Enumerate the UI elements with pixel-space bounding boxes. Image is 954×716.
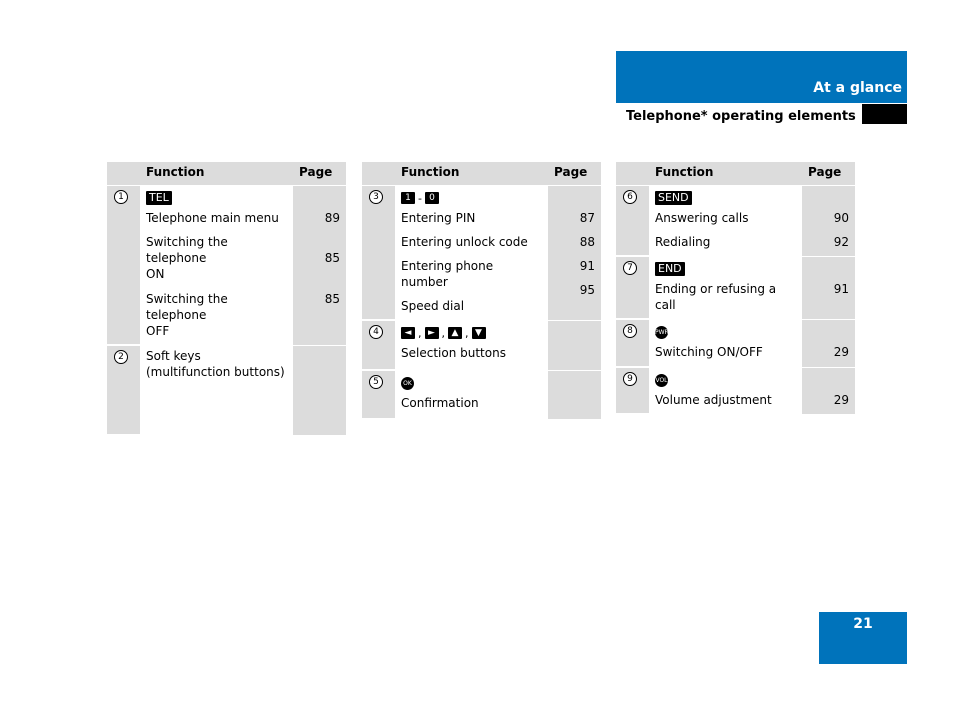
header-function: Function bbox=[395, 162, 548, 185]
function-label: Entering phone number bbox=[401, 259, 494, 289]
header-page: Page bbox=[293, 162, 346, 185]
end-key-icon: END bbox=[655, 262, 685, 276]
table-row: 4 ◄ , ► , ▲ , ▼ Selection buttons bbox=[362, 320, 601, 370]
key-0-icon: 0 bbox=[425, 192, 439, 204]
function-label: Answering calls bbox=[655, 211, 749, 225]
key-1-icon: 1 bbox=[401, 192, 415, 204]
page-ref: 90 bbox=[833, 211, 849, 225]
table-row bbox=[616, 185, 855, 256]
function-table-3 bbox=[616, 162, 855, 414]
page-ref: 29 bbox=[833, 393, 849, 407]
page-ref: 95 bbox=[579, 283, 595, 297]
function-label: Redialing bbox=[655, 235, 711, 249]
item-number-7: 7 bbox=[623, 261, 637, 275]
arrow-left-icon: ◄ bbox=[401, 327, 415, 339]
table-row bbox=[616, 367, 855, 414]
page-ref: 29 bbox=[833, 345, 849, 359]
section-title: At a glance bbox=[813, 80, 902, 96]
key-range-separator: - bbox=[418, 191, 422, 205]
item-number-6: 6 bbox=[623, 190, 637, 204]
table-row bbox=[362, 370, 601, 419]
function-label: Switching the telephone bbox=[146, 235, 228, 265]
header-function: Function bbox=[140, 162, 293, 185]
page-ref: 85 bbox=[324, 292, 340, 306]
item-number-2: 2 bbox=[114, 350, 128, 364]
function-label: Telephone main menu bbox=[146, 211, 279, 225]
function-table-1 bbox=[107, 162, 346, 435]
header-page: Page bbox=[548, 162, 601, 185]
volume-knob-icon: VOL bbox=[655, 374, 668, 387]
header-page: Page bbox=[802, 162, 855, 185]
function-label: Switching ON/OFF bbox=[655, 345, 763, 359]
page-ref: 91 bbox=[579, 259, 595, 273]
page-ref: 88 bbox=[579, 235, 595, 249]
table-row bbox=[616, 256, 855, 319]
function-label: Confirmation bbox=[401, 396, 479, 410]
ok-key-icon: OK bbox=[401, 377, 414, 390]
function-label: Entering unlock code bbox=[401, 235, 528, 249]
page-ref: 92 bbox=[833, 235, 849, 249]
item-number-1: 1 bbox=[114, 190, 128, 204]
page-ref: 87 bbox=[579, 211, 595, 225]
function-table-2 bbox=[362, 162, 601, 419]
send-key-icon: SEND bbox=[655, 191, 692, 205]
table-header bbox=[362, 162, 601, 185]
table-row bbox=[362, 185, 601, 320]
function-label: ON bbox=[146, 267, 165, 281]
page-ref: 89 bbox=[324, 211, 340, 225]
item-number-3: 3 bbox=[369, 190, 383, 204]
item-number-8: 8 bbox=[623, 324, 637, 338]
function-label: Soft keys bbox=[146, 349, 201, 363]
page-number-block bbox=[819, 612, 907, 664]
power-key-icon: PWR bbox=[655, 326, 668, 339]
section-tab bbox=[862, 104, 907, 124]
item-number-4: 4 bbox=[369, 325, 383, 339]
item-number-5: 5 bbox=[369, 375, 383, 389]
item-number-9: 9 bbox=[623, 372, 637, 386]
page-ref: 91 bbox=[833, 282, 849, 296]
function-label: Entering PIN bbox=[401, 211, 476, 225]
arrow-down-icon: ▼ bbox=[472, 327, 486, 339]
function-label: Selection buttons bbox=[401, 346, 506, 360]
table-row bbox=[616, 319, 855, 367]
arrow-right-icon: ► bbox=[425, 327, 439, 339]
table-row bbox=[107, 185, 346, 345]
function-label: (multifunction buttons) bbox=[146, 365, 285, 379]
table-header bbox=[107, 162, 346, 185]
function-label: Ending or refusing a call bbox=[655, 282, 777, 312]
subsection-title: Telephone* operating elements bbox=[626, 109, 856, 124]
page-ref: 85 bbox=[324, 251, 340, 265]
function-label: Volume adjustment bbox=[655, 393, 772, 407]
arrow-up-icon: ▲ bbox=[448, 327, 462, 339]
header-function: Function bbox=[649, 162, 802, 185]
page-number: 21 bbox=[853, 616, 873, 632]
function-label: OFF bbox=[146, 324, 170, 338]
function-label: Speed dial bbox=[401, 299, 465, 313]
function-label: Switching the telephone bbox=[146, 292, 228, 322]
table-header bbox=[616, 162, 855, 185]
table-row bbox=[107, 345, 346, 435]
tel-key-icon: TEL bbox=[146, 191, 172, 205]
